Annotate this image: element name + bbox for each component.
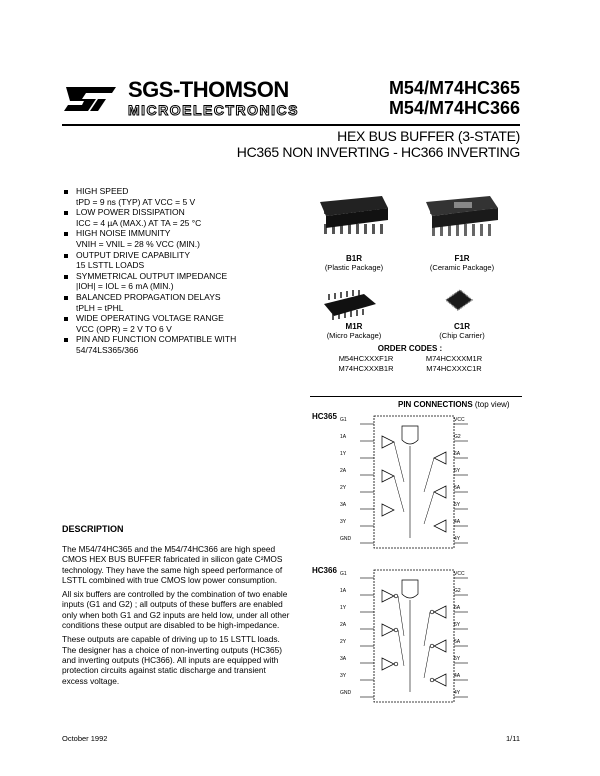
pin-label: 5Y [454, 502, 461, 508]
feature-detail: ICC = 4 µA (MAX.) AT TA = 25 °C [76, 217, 202, 228]
part-numbers [389, 78, 520, 118]
pin-label: GND [340, 690, 352, 696]
footer-date: October 1992 [62, 734, 108, 743]
package-b1r: B1R (Plastic Package) [324, 254, 384, 272]
feature-detail: 54/74LS365/366 [76, 344, 139, 355]
feature-item: PIN AND FUNCTION COMPATIBLE WITH [62, 334, 292, 345]
pin-label: 2Y [340, 639, 347, 645]
pin-label: G1 [340, 571, 347, 577]
description-heading: DESCRIPTION [62, 524, 124, 534]
title-line-2: HC365 NON INVERTING - HC366 INVERTING [236, 144, 520, 160]
pin-label: 3Y [340, 673, 347, 679]
pin-label: 2A [340, 622, 347, 628]
document-title [237, 128, 520, 160]
order-code: M74HCXXXC1R [426, 364, 482, 373]
order-code: M74HCXXXM1R [425, 354, 483, 363]
pin-label: 4Y [454, 690, 461, 696]
feature-detail: VCC (OPR) = 2 V TO 6 V [76, 323, 172, 334]
pin-label: 1Y [340, 605, 347, 611]
feature-item: BALANCED PROPAGATION DELAYS [62, 292, 292, 303]
order-code: M74HCXXXB1R [338, 364, 394, 373]
pin-label: 1A [340, 434, 347, 440]
pin-connections-title: PIN CONNECTIONS (top view) [398, 400, 510, 409]
pin-label: GND [340, 536, 352, 542]
hc365-left-pins [340, 412, 366, 552]
order-code: M54HCXXXF1R [338, 354, 394, 363]
pin-label: 3A [340, 502, 347, 508]
feature-detail: VNIH = VNIL = 28 % VCC (MIN.) [76, 238, 200, 249]
brand-subtitle: MICROELECTRONICS [128, 102, 299, 118]
pin-label: 5Y [454, 656, 461, 662]
pin-label: 1Y [340, 451, 347, 457]
st-logo [62, 83, 118, 113]
feature-item: HIGH SPEED [62, 186, 292, 197]
pin-label: 3A [340, 656, 347, 662]
micro-package-image [320, 290, 380, 322]
part-number-1: M54/M74HC365 [388, 78, 520, 98]
plastic-package-image [318, 192, 390, 240]
feature-detail: tPD = 9 ns (TYP) AT VCC = 5 V [76, 196, 196, 207]
header-divider [62, 124, 520, 126]
description-paragraph: These outputs are capable of driving up to 15 LSTTL loads. The designer has a choice of non-inverting outputs (HC365) and inverting outputs (HC366). All inputs are equipped with protection circuits against static discharge and transient excess voltage. [62, 634, 282, 686]
package-c1r: C1R (Chip Carrier) [439, 322, 485, 340]
pin-label: 6Y [454, 468, 461, 474]
pin-label: 6Y [454, 622, 461, 628]
pin-label: VCC [454, 571, 465, 577]
pin-label: 3Y [340, 519, 347, 525]
footer-page: 1/11 [505, 734, 520, 743]
brand-name: SGS-THOMSON [128, 77, 289, 102]
pin-label: G2 [454, 588, 461, 594]
package-f1r: F1R (Ceramic Package) [429, 254, 495, 272]
hc365-label: HC365 [312, 412, 337, 421]
title-line-1: HEX BUS BUFFER (3-STATE) [337, 128, 520, 144]
feature-item: SYMMETRICAL OUTPUT IMPEDANCE [62, 271, 292, 282]
chip-carrier-image [444, 288, 474, 314]
description-paragraph: All six buffers are controlled by the combination of two enable inputs (G1 and G2) ; all outputs of these buffers are enabled only when both G1 and G2 inputs are held low, under all other conditions these output are disabled to be high-impedance. [62, 589, 290, 631]
feature-detail: |IOH| = IOL = 6 mA (MIN.) [76, 281, 174, 292]
pin-label: 5A [454, 485, 461, 491]
pin-label: G1 [340, 417, 347, 423]
description-body [62, 544, 290, 690]
feature-item: OUTPUT DRIVE CAPABILITY [62, 250, 292, 261]
pin-label: G2 [454, 434, 461, 440]
feature-list [62, 186, 292, 356]
pin-label: 6A [454, 605, 461, 611]
feature-detail: 15 LSTTL LOADS [76, 260, 145, 271]
order-codes-title: ORDER CODES : [377, 344, 443, 353]
feature-item: WIDE OPERATING VOLTAGE RANGE [62, 313, 292, 324]
feature-item: LOW POWER DISSIPATION [62, 207, 292, 218]
ceramic-package-image [424, 192, 500, 240]
hc366-label: HC366 [312, 566, 337, 575]
pin-label: 5A [454, 639, 461, 645]
package-m1r: M1R (Micro Package) [326, 322, 382, 340]
hc366-right-pins [454, 566, 480, 706]
pin-label: 1A [340, 588, 347, 594]
hc366-left-pins [340, 566, 366, 706]
feature-detail: tPLH = tPHL [76, 302, 124, 313]
description-paragraph: The M54/74HC365 and the M54/74HC366 are high speed CMOS HEX BUS BUFFER fabricated in silicon gate C²MOS technology. They have the same high speed performance of LSTTL combined with true CMOS low power consumption. [62, 544, 283, 585]
pin-divider [310, 396, 522, 397]
pin-label: 4Y [454, 536, 461, 542]
part-number-2: M54/M74HC366 [388, 98, 520, 118]
pin-label: 4A [454, 673, 461, 679]
pin-label: VCC [454, 417, 465, 423]
pin-label: 2A [340, 468, 347, 474]
hc365-right-pins [454, 412, 480, 552]
pin-label: 4A [454, 519, 461, 525]
pin-label: 6A [454, 451, 461, 457]
pin-label: 2Y [340, 485, 347, 491]
feature-item: HIGH NOISE IMMUNITY [62, 228, 292, 239]
